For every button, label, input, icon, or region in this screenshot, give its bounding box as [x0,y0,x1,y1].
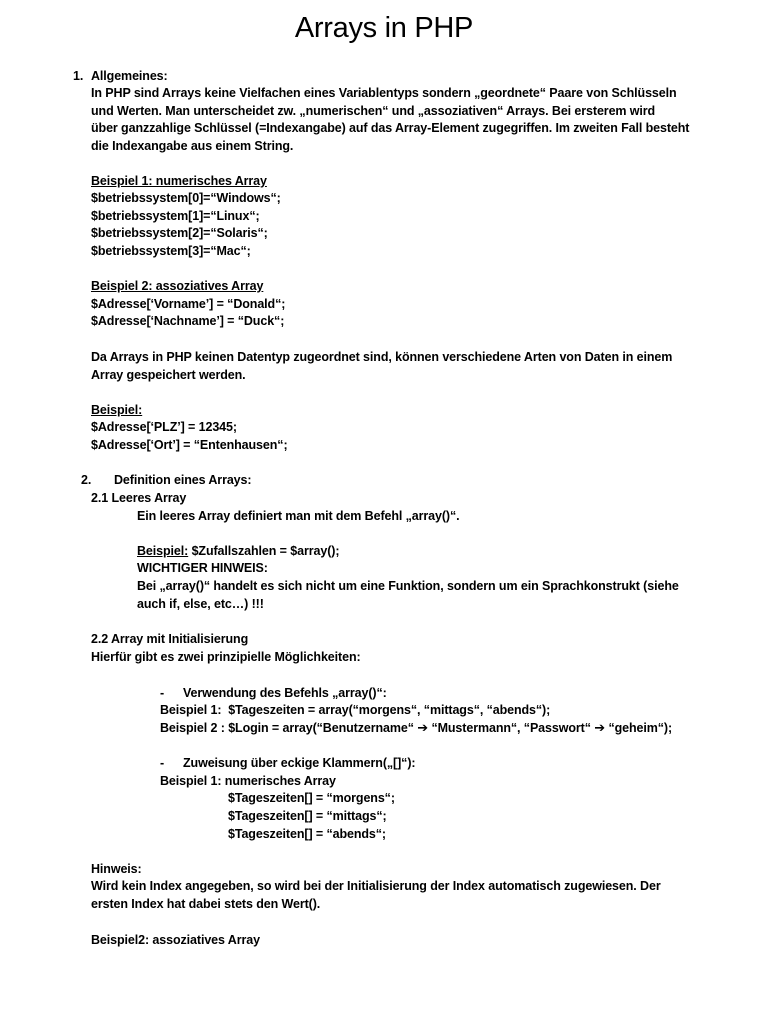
bullet-dash: - [160,686,165,700]
code-snippet: $Tageszeiten = array(“morgens“, “mittags“, “abends“); [228,703,551,717]
subsection-2-1-heading: 2.1 Leeres Array [91,491,187,505]
page-title: Arrays in PHP [294,12,474,44]
example-line [160,720,672,736]
paragraph-line: über ganzzahlige Schlüssel (=Indexangabe) auf das Array-Element zugegriffen. Im zweiten Fall besteht [91,121,690,135]
code-line: $Adresse[‘Nachname’] = “Duck“; [91,314,285,328]
code-line: $betriebssystem[0]=“Windows“; [91,191,281,205]
example-title: Beispiel2: assoziatives Array [91,933,260,947]
code-line: $Adresse[‘Vorname’] = “Donald“; [91,297,286,311]
paragraph-line: Bei „array()“ handelt es sich nicht um eine Funktion, sondern um ein Sprachkonstrukt (siehe [137,579,679,593]
important-hint-title: WICHTIGER HINWEIS: [137,561,268,575]
paragraph-line: Array gespeichert werden. [91,368,246,382]
code-line: $Tageszeiten[] = “abends“; [228,827,386,841]
example-line [160,702,550,718]
arrow-right-icon: ➔ [417,720,429,735]
paragraph-line: Wird kein Index angegeben, so wird bei der Initialisierung der Index automatisch zugewiesen. Der [91,879,661,893]
paragraph-line: Ein leeres Array definiert man mit dem Befehl „array()“. [137,509,460,523]
code-line: $Adresse[‘Ort’] = “Entenhausen“; [91,438,288,452]
code-line: $Tageszeiten[] = “morgens“; [228,791,395,805]
example-2-title: Beispiel 2: assoziatives Array [91,279,264,293]
code-line: $betriebssystem[3]=“Mac“; [91,244,251,258]
section-2-heading: Definition eines Arrays: [114,473,252,487]
hint-title: Hinweis: [91,862,142,876]
code-line: $betriebssystem[1]=“Linux“; [91,209,260,223]
example-line [137,543,339,559]
example-label: Beispiel: [137,544,189,558]
paragraph-line: Hierfür gibt es zwei prinzipielle Möglichkeiten: [91,650,361,664]
code-line: $betriebssystem[2]=“Solaris“; [91,226,268,240]
paragraph-line: und Werten. Man unterscheidet zw. „numerischen“ und „assoziativen“ Arrays. Bei ersterem wird [91,104,656,118]
paragraph-line: In PHP sind Arrays keine Vielfachen eines Variablentyps sondern „geordnete“ Paare von Schlüsseln [91,86,677,100]
code-line: $Tageszeiten[] = “mittags“; [228,809,387,823]
code-snippet: $Zufallszahlen = $array(); [188,544,340,558]
paragraph-line: ersten Index hat dabei stets den Wert(). [91,897,321,911]
example-title: Beispiel 1: numerisches Array [160,774,336,788]
section-1-number: 1. [73,69,84,83]
subsection-2-2-heading: 2.2 Array mit Initialisierung [91,632,249,646]
section-2-number: 2. [81,473,92,487]
arrow-right-icon: ➔ [594,720,606,735]
code-line: $Adresse[‘PLZ’] = 12345; [91,420,237,434]
section-1-heading: Allgemeines: [91,69,168,83]
option-2-text: Zuweisung über eckige Klammern(„[]“): [183,756,416,770]
example-3-title: Beispiel: [91,403,143,417]
example-label: Beispiel 2 : [160,721,225,735]
option-1-text: Verwendung des Befehls „array()“: [183,686,387,700]
paragraph-line: die Indexangabe aus einem String. [91,139,294,153]
paragraph-line: Da Arrays in PHP keinen Datentyp zugeordnet sind, können verschiedene Arten von Daten in einem [91,350,673,364]
code-snippet: $Login = array(“Benutzername“ [228,721,414,735]
example-label: Beispiel 1: [160,703,222,717]
example-1-title: Beispiel 1: numerisches Array [91,174,267,188]
code-snippet: “Mustermann“, “Passwort“ [431,721,591,735]
code-snippet: “geheim“); [608,721,673,735]
bullet-dash: - [160,756,165,770]
paragraph-line: auch if, else, etc…) !!! [137,597,264,611]
